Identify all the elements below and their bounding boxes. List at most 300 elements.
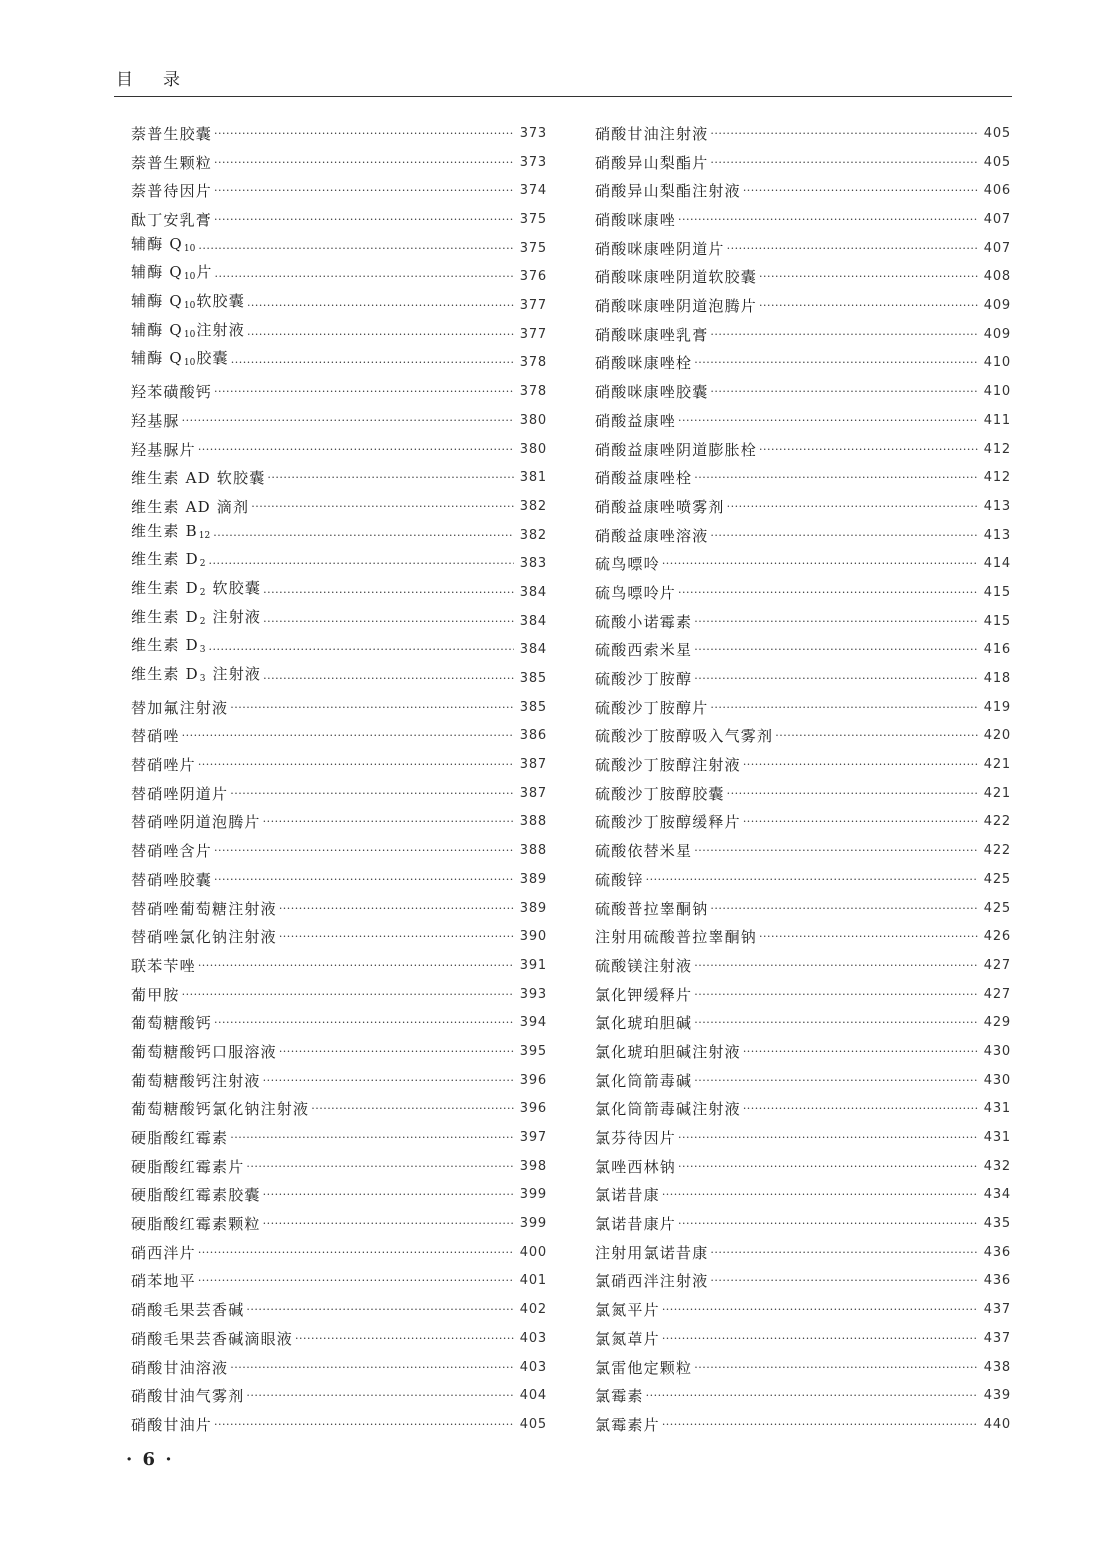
- toc-entry-page: 383: [519, 556, 547, 572]
- dot-leader: [727, 235, 978, 264]
- title-subscript: 3: [199, 645, 206, 656]
- title-text: 软胶囊: [206, 578, 262, 597]
- toc-entry-page: 390: [519, 929, 547, 945]
- dot-leader: [694, 1354, 978, 1383]
- toc-entry-title: [595, 522, 708, 551]
- toc-entry-page: 384: [519, 584, 547, 600]
- toc-entry-page: 437: [983, 1330, 1011, 1346]
- toc-entry-page: 438: [983, 1359, 1011, 1375]
- toc-entry-title: [131, 1325, 293, 1354]
- title-text: 辅酶 Q: [131, 349, 183, 368]
- toc-entry-page: 418: [983, 671, 1011, 687]
- title-text: 硫酸普拉睾酮钠: [595, 899, 709, 918]
- toc-entry-title: [595, 780, 725, 809]
- toc-entry-page: 389: [519, 900, 547, 916]
- toc-entry-page: 406: [983, 183, 1011, 199]
- toc-entry-page: 440: [983, 1416, 1011, 1432]
- toc-entry-page: 437: [983, 1302, 1011, 1318]
- title-text: 硝酸咪康唑: [595, 211, 677, 230]
- dot-leader: [678, 579, 978, 608]
- title-text: 联苯苄唑: [131, 956, 196, 975]
- toc-entry-page: 401: [519, 1273, 547, 1289]
- toc-entry: [131, 464, 547, 493]
- dot-leader: [214, 206, 514, 235]
- toc-entry: [595, 206, 1011, 235]
- dot-leader: [263, 1067, 514, 1096]
- toc-entry-title: [595, 636, 692, 665]
- toc-entry-title: [131, 1009, 212, 1038]
- dot-leader: [251, 493, 514, 522]
- toc-entry-page: 413: [983, 527, 1011, 543]
- title-text: 替加氟注射液: [131, 698, 229, 717]
- toc-entry: [131, 751, 547, 780]
- toc-entry-page: 400: [519, 1244, 547, 1260]
- dot-leader: [198, 436, 514, 465]
- dot-leader: [727, 780, 978, 809]
- title-text: 硝酸咪康唑阴道泡腾片: [595, 297, 758, 316]
- title-subscript: 10: [183, 243, 196, 254]
- toc-entry-page: 405: [983, 125, 1011, 141]
- title-text: 替硝唑葡萄糖注射液: [131, 899, 277, 918]
- title-text: 硬脂酸红霉素: [131, 1129, 229, 1148]
- toc-entry-page: 420: [983, 728, 1011, 744]
- title-text: 硝酸益康唑栓: [595, 469, 693, 488]
- title-text: 硝酸咪康唑胶囊: [595, 383, 709, 402]
- toc-entry-title: [131, 780, 228, 809]
- toc-entry-page: 427: [983, 986, 1011, 1002]
- toc-entry: [595, 837, 1011, 866]
- title-text: 注射液: [206, 607, 262, 626]
- dot-leader: [646, 1382, 978, 1411]
- toc-entry: [131, 1325, 547, 1354]
- toc-entry-title: [595, 923, 757, 952]
- title-text: 硫酸镁注射液: [595, 956, 693, 975]
- dot-leader: [662, 1411, 978, 1440]
- toc-entry-page: 395: [519, 1043, 547, 1059]
- toc-entry-page: 403: [519, 1330, 547, 1346]
- toc-entry: [595, 522, 1011, 551]
- title-text: 硫鸟嘌呤片: [595, 583, 677, 602]
- toc-entry-page: 389: [519, 871, 547, 887]
- title-subscript: 10: [183, 272, 196, 283]
- title-text: 硝酸甘油注射液: [595, 124, 709, 143]
- toc-entry-title: [131, 378, 212, 407]
- toc-entry-title: [595, 378, 708, 407]
- title-text: 氯霉素: [595, 1387, 644, 1406]
- toc-entry-page: 436: [983, 1273, 1011, 1289]
- toc-entry: [131, 177, 547, 206]
- toc-entry: [595, 235, 1011, 264]
- dot-leader: [710, 895, 977, 924]
- toc-entry: [131, 665, 547, 694]
- toc-entry-page: 382: [519, 498, 547, 514]
- toc-entry-page: 384: [519, 642, 547, 658]
- dot-leader: [759, 923, 978, 952]
- title-text: 氯氮䓬片: [595, 1329, 660, 1348]
- dot-leader: [247, 321, 514, 350]
- toc-entry-page: 422: [983, 814, 1011, 830]
- dot-leader: [678, 1153, 978, 1182]
- toc-entry: [131, 407, 547, 436]
- toc-entry: [131, 780, 547, 809]
- toc-entry-title: [595, 1267, 708, 1296]
- dot-leader: [213, 522, 514, 551]
- dot-leader: [198, 952, 514, 981]
- toc-entry-title: [595, 722, 773, 751]
- toc-entry-title: [131, 1382, 244, 1411]
- dot-leader: [694, 608, 978, 637]
- toc-entry-page: 407: [983, 240, 1011, 256]
- toc-entry-page: 381: [519, 470, 547, 486]
- toc-entry-page: 416: [983, 642, 1011, 658]
- toc-entry-title: [595, 1325, 660, 1354]
- toc-entry-title: [595, 837, 692, 866]
- title-text: 片: [196, 263, 213, 282]
- dot-leader: [694, 1067, 978, 1096]
- title-text: 注射用硫酸普拉睾酮钠: [595, 928, 758, 947]
- toc-entry: [595, 321, 1011, 350]
- toc-entry-title: [595, 1411, 660, 1440]
- toc-entry: [131, 149, 547, 178]
- title-text: 氯诺昔康片: [595, 1215, 677, 1234]
- toc-entry-title: [595, 235, 725, 264]
- title-text: 氯氮平片: [595, 1301, 660, 1320]
- toc-entry-page: 404: [519, 1388, 547, 1404]
- toc-entry-title: [131, 952, 196, 981]
- toc-entry-title: [131, 1067, 261, 1096]
- dot-leader: [710, 321, 977, 350]
- toc-entry: [131, 1067, 547, 1096]
- toc-entry-title: [131, 1124, 228, 1153]
- toc-entry: [595, 292, 1011, 321]
- dot-leader: [198, 1239, 514, 1268]
- title-subscript: 3: [199, 674, 206, 685]
- dot-leader: [694, 636, 978, 665]
- toc-entry: [595, 436, 1011, 465]
- toc-entry-page: 427: [983, 957, 1011, 973]
- toc-entry-page: 398: [519, 1158, 547, 1174]
- toc-entry-title: [595, 608, 692, 637]
- dot-leader: [214, 120, 514, 149]
- dot-leader: [678, 407, 978, 436]
- toc-entry: [131, 1268, 547, 1297]
- title-text: 氯硝西泮注射液: [595, 1272, 709, 1291]
- dot-leader: [214, 837, 514, 866]
- dot-leader: [263, 665, 514, 694]
- toc-entry-page: 419: [983, 699, 1011, 715]
- toc-entry: [595, 722, 1011, 751]
- title-text: 萘普生颗粒: [131, 153, 213, 172]
- title-text: 羟基脲: [131, 411, 180, 430]
- toc-entry-title: [595, 149, 708, 178]
- dot-leader: [230, 694, 514, 723]
- title-text: 酞丁安乳膏: [131, 211, 213, 230]
- title-text: 维生素 B: [131, 521, 198, 540]
- toc-entry-title: [131, 895, 277, 924]
- toc-entry: [595, 1095, 1011, 1124]
- title-text: 葡甲胺: [131, 985, 180, 1004]
- title-text: 羟基脲片: [131, 440, 196, 459]
- toc-entry-title: [131, 981, 180, 1010]
- toc-entry: [131, 866, 547, 895]
- toc-entry: [595, 550, 1011, 579]
- toc-entry-title: [595, 694, 708, 723]
- toc-entry: [595, 1181, 1011, 1210]
- dot-leader: [263, 1181, 514, 1210]
- toc-entry-title: [131, 808, 261, 837]
- toc-entry-page: 432: [983, 1158, 1011, 1174]
- toc-entry-title: [595, 1210, 676, 1239]
- toc-entry-page: 380: [519, 412, 547, 428]
- dot-leader: [198, 235, 513, 264]
- toc-entry-title: [595, 952, 692, 981]
- title-text: 硫酸沙丁胺醇: [595, 670, 693, 689]
- title-subscript: 10: [183, 358, 196, 369]
- title-text: 硫酸沙丁胺醇注射液: [595, 756, 741, 775]
- toc-entry-title: [595, 550, 660, 579]
- title-text: 维生素 AD 滴剂: [131, 497, 250, 516]
- toc-entry: [131, 1038, 547, 1067]
- toc-entry-title: [595, 1382, 644, 1411]
- toc-entry-title: [595, 895, 708, 924]
- dot-leader: [247, 292, 514, 321]
- toc-entry: [131, 1354, 547, 1383]
- toc-entry-page: 415: [983, 613, 1011, 629]
- toc-entry-title: [595, 866, 644, 895]
- toc-entry-page: 373: [519, 125, 547, 141]
- dot-leader: [678, 1124, 978, 1153]
- title-text: 氯化筒箭毒碱: [595, 1071, 693, 1090]
- toc-entry-title: [131, 923, 277, 952]
- toc-entry-title: [131, 1411, 212, 1440]
- toc-entry-title: [595, 177, 741, 206]
- toc-entry-page: 405: [983, 154, 1011, 170]
- title-text: 硫酸沙丁胺醇吸入气雾剂: [595, 727, 774, 746]
- toc-entry: [595, 1067, 1011, 1096]
- title-text: 萘普生胶囊: [131, 124, 213, 143]
- toc-entry-title: [131, 751, 196, 780]
- toc-entry-title: [131, 837, 212, 866]
- dot-leader: [710, 149, 977, 178]
- title-text: 葡萄糖酸钙注射液: [131, 1071, 261, 1090]
- dot-leader: [230, 1354, 514, 1383]
- title-subscript: 2: [199, 559, 206, 570]
- dot-leader: [662, 1325, 978, 1354]
- toc-entry-page: 414: [983, 556, 1011, 572]
- toc-entry-page: 396: [519, 1072, 547, 1088]
- dot-leader: [311, 1095, 514, 1124]
- title-text: 硝酸毛果芸香碱: [131, 1301, 245, 1320]
- toc-entry-title: [131, 1267, 196, 1296]
- toc-entry-page: 430: [983, 1043, 1011, 1059]
- toc-entry-page: 391: [519, 957, 547, 973]
- dot-leader: [214, 866, 514, 895]
- toc-entry-page: 399: [519, 1187, 547, 1203]
- toc-entry: [595, 1009, 1011, 1038]
- toc-entry-title: [595, 407, 676, 436]
- toc-entry-title: [131, 344, 229, 378]
- title-text: 维生素 D: [131, 607, 199, 626]
- dot-leader: [710, 1267, 977, 1296]
- toc-entry: [595, 1210, 1011, 1239]
- title-text: 硫酸沙丁胺醇胶囊: [595, 784, 725, 803]
- toc-entry: [131, 809, 547, 838]
- toc-entry-page: 421: [983, 785, 1011, 801]
- title-text: 硝酸咪康唑阴道片: [595, 239, 725, 258]
- title-text: 硝酸咪康唑栓: [595, 354, 693, 373]
- toc-entry-page: 380: [519, 441, 547, 457]
- toc-entry-title: [131, 1239, 196, 1268]
- title-text: 硝酸益康唑喷雾剂: [595, 497, 725, 516]
- toc-entry-title: [131, 1210, 261, 1239]
- toc-entry: [131, 1296, 547, 1325]
- title-text: 硝酸甘油片: [131, 1415, 213, 1434]
- dot-leader: [214, 177, 514, 206]
- toc-entry-page: 426: [983, 929, 1011, 945]
- title-text: 维生素 D: [131, 550, 199, 569]
- toc-entry: [131, 952, 547, 981]
- toc-entry-title: [131, 177, 212, 206]
- toc-entry: [595, 981, 1011, 1010]
- dot-leader: [646, 866, 978, 895]
- toc-entry: [595, 751, 1011, 780]
- title-text: 硫酸依替米星: [595, 842, 693, 861]
- dot-leader: [743, 808, 978, 837]
- toc-entry: [595, 407, 1011, 436]
- dot-leader: [267, 464, 513, 493]
- toc-entry-page: 412: [983, 441, 1011, 457]
- toc-entry-page: 410: [983, 384, 1011, 400]
- dot-leader: [662, 1296, 978, 1325]
- toc-entry-title: [595, 1181, 660, 1210]
- toc-entry-title: [595, 808, 741, 837]
- dot-leader: [279, 1038, 514, 1067]
- title-text: 辅酶 Q: [131, 263, 183, 282]
- toc-entry: [595, 149, 1011, 178]
- toc-entry-page: 434: [983, 1187, 1011, 1203]
- toc-entry-page: 385: [519, 699, 547, 715]
- dot-leader: [246, 1296, 513, 1325]
- title-text: 硝酸异山梨酯片: [595, 153, 709, 172]
- toc-entry-title: [131, 866, 212, 895]
- toc-entry-title: [595, 292, 757, 321]
- title-text: 硬脂酸红霉素片: [131, 1157, 245, 1176]
- dot-leader: [694, 1009, 978, 1038]
- toc-entry-page: 394: [519, 1015, 547, 1031]
- toc-entry: [595, 923, 1011, 952]
- toc-entry-page: 384: [519, 613, 547, 629]
- toc-entry: [595, 378, 1011, 407]
- toc-entry-page: 373: [519, 154, 547, 170]
- toc-entry: [131, 895, 547, 924]
- toc-entry-title: [595, 1296, 660, 1325]
- toc-entry-page: 388: [519, 814, 547, 830]
- dot-leader: [743, 1095, 978, 1124]
- toc-entry: [131, 436, 547, 465]
- dot-leader: [263, 808, 514, 837]
- toc-entry: [595, 493, 1011, 522]
- dot-leader: [295, 1325, 514, 1354]
- title-text: 维生素 D: [131, 636, 199, 655]
- toc-entry-title: [595, 464, 692, 493]
- toc-entry-page: 377: [519, 298, 547, 314]
- dot-leader: [182, 722, 514, 751]
- page-header: [114, 60, 1012, 97]
- title-text: 胶囊: [196, 349, 229, 368]
- toc-entry-title: [131, 464, 265, 493]
- dot-leader: [198, 751, 514, 780]
- toc-entry-title: [595, 665, 692, 694]
- toc-entry-title: [595, 1038, 741, 1067]
- toc-entry-page: 382: [519, 527, 547, 543]
- toc-entry-page: 393: [519, 986, 547, 1002]
- toc-entry-title: [595, 1124, 676, 1153]
- toc-entry-title: [595, 263, 757, 292]
- toc-entry-page: 386: [519, 728, 547, 744]
- toc-entry-page: 396: [519, 1101, 547, 1117]
- toc-entry-page: 431: [983, 1101, 1011, 1117]
- toc-entry-page: 405: [519, 1416, 547, 1432]
- title-subscript: 2: [199, 587, 206, 598]
- toc-entry: [131, 1124, 547, 1153]
- toc-entry: [131, 120, 547, 149]
- toc-entry: [595, 1239, 1011, 1268]
- toc-entry: [131, 837, 547, 866]
- toc-entry-page: 377: [519, 326, 547, 342]
- toc-column-left: [131, 120, 547, 1440]
- toc-entry-page: 376: [519, 269, 547, 285]
- toc-entry-page: 425: [983, 900, 1011, 916]
- toc-entry: [595, 1038, 1011, 1067]
- title-text: 硝酸异山梨酯注射液: [595, 182, 741, 201]
- toc-entry-page: 439: [983, 1388, 1011, 1404]
- dot-leader: [279, 895, 514, 924]
- toc-entry: [595, 1382, 1011, 1411]
- title-text: 硝酸咪康唑乳膏: [595, 325, 709, 344]
- toc-entry: [595, 1268, 1011, 1297]
- title-text: 维生素 D: [131, 665, 199, 684]
- toc-entry: [131, 722, 547, 751]
- toc-entry: [595, 809, 1011, 838]
- dot-leader: [678, 1210, 978, 1239]
- toc-entry-page: 425: [983, 871, 1011, 887]
- toc-entry-title: [595, 493, 725, 522]
- toc-entry-title: [595, 579, 676, 608]
- title-text: 辅酶 Q: [131, 320, 183, 339]
- toc-entry-title: [595, 206, 676, 235]
- toc-entry-title: [131, 1296, 244, 1325]
- title-text: 替硝唑氯化钠注射液: [131, 928, 277, 947]
- title-text: 硝酸益康唑阴道膨胀栓: [595, 440, 758, 459]
- title-text: 硝酸益康唑: [595, 411, 677, 430]
- dot-leader: [230, 1124, 514, 1153]
- toc-entry-page: 408: [983, 269, 1011, 285]
- title-text: 氯霉素片: [595, 1415, 660, 1434]
- toc-entry-page: 431: [983, 1130, 1011, 1146]
- toc-entry: [595, 780, 1011, 809]
- toc-entry-title: [595, 1095, 741, 1124]
- toc-entry-title: [595, 1067, 692, 1096]
- title-text: 注射液: [196, 320, 245, 339]
- toc-entry-title: [595, 436, 757, 465]
- title-text: 氯诺昔康: [595, 1186, 660, 1205]
- title-text: 羟苯磺酸钙: [131, 383, 213, 402]
- toc-entry-page: 388: [519, 843, 547, 859]
- title-text: 葡萄糖酸钙: [131, 1014, 213, 1033]
- toc-entry-title: [131, 407, 180, 436]
- title-text: 萘普待因片: [131, 182, 213, 201]
- dot-leader: [263, 1210, 514, 1239]
